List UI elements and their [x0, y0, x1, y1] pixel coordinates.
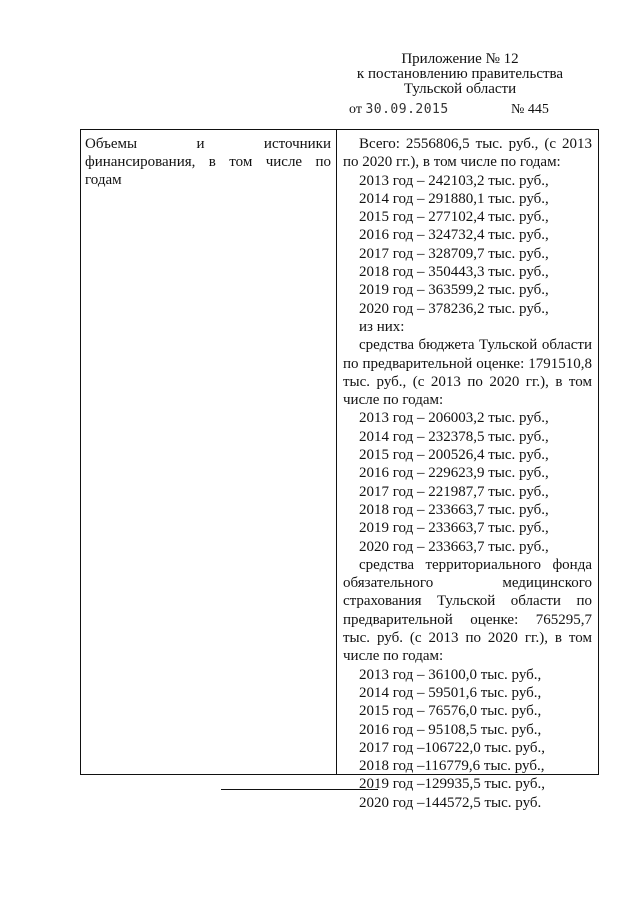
- total-year-2013: 2013 год – 242103,2 тыс. руб.,: [359, 172, 549, 189]
- total-year-2018: 2018 год – 350443,3 тыс. руб.,: [359, 264, 549, 281]
- budget-year-2019: 2019 год – 233663,7 тыс. руб.,: [359, 520, 549, 537]
- total-years-list: [343, 172, 592, 318]
- total-year-2019: 2019 год – 363599,2 тыс. руб.,: [359, 282, 549, 299]
- resolution-reference: к постановлению правительства: [356, 66, 564, 82]
- resolution-date: 30.09.2015: [365, 102, 449, 117]
- resolution-number: № 445: [511, 102, 549, 117]
- fund-year-2018: 2018 год –116779,6 тыс. руб.,: [359, 758, 545, 775]
- regional-budget-years-list: [343, 409, 592, 555]
- date-number-line: [349, 102, 569, 118]
- insurance-fund-paragraph: средства территориального фонда обязательного медицинского страхования Тульской области по предварительной оценке: 765295,7 тыс. руб. (с 2013 по 2020 гг.), в том числе по годам:: [343, 556, 592, 665]
- insurance-fund-years-list: [343, 666, 592, 812]
- appendix-number: Приложение № 12: [401, 51, 519, 67]
- budget-year-2020: 2020 год – 233663,7 тыс. руб.,: [359, 538, 549, 555]
- total-year-2017: 2017 год – 328709,7 тыс. руб.,: [359, 245, 549, 262]
- closing-rule: [221, 789, 378, 790]
- budget-year-2017: 2017 год – 221987,7 тыс. руб.,: [359, 483, 549, 500]
- budget-year-2016: 2016 год – 229623,9 тыс. руб.,: [359, 465, 549, 482]
- total-year-2014: 2014 год – 291880,1 тыс. руб.,: [359, 190, 549, 207]
- from-label: от: [349, 102, 362, 117]
- fund-year-2015: 2015 год – 76576,0 тыс. руб.,: [359, 703, 542, 720]
- budget-year-2018: 2018 год – 233663,7 тыс. руб.,: [359, 501, 549, 518]
- of-them-label: из них:: [359, 318, 405, 335]
- total-year-2015: 2015 год – 277102,4 тыс. руб.,: [359, 209, 549, 226]
- left-label-cell: Объемы и источники финансирования, в том числе по годам: [85, 136, 331, 188]
- fund-year-2019: 2019 год –129935,5 тыс. руб.,: [359, 776, 546, 793]
- total-year-2020: 2020 год – 378236,2 тыс. руб.,: [359, 300, 549, 317]
- budget-year-2015: 2015 год – 200526,4 тыс. руб.,: [359, 447, 549, 464]
- total-year-2016: 2016 год – 324732,4 тыс. руб.,: [359, 227, 549, 244]
- regional-budget-paragraph: средства бюджета Тульской области по предварительной оценке: 1791510,8 тыс. руб., (с 2013 по 2020 гг.), в том числе по годам:: [343, 337, 592, 409]
- fund-year-2020: 2020 год –144572,5 тыс. руб.: [359, 794, 542, 811]
- fund-year-2013: 2013 год – 36100,0 тыс. руб.,: [359, 666, 542, 683]
- appendix-header: [340, 52, 580, 97]
- right-content-cell: [343, 135, 592, 812]
- fund-year-2014: 2014 год – 59501,6 тыс. руб.,: [359, 684, 542, 701]
- column-divider: [336, 130, 337, 774]
- budget-year-2013: 2013 год – 206003,2 тыс. руб.,: [359, 410, 549, 427]
- total-paragraph: Всего: 2556806,5 тыс. руб., (с 2013 по 2020 гг.), в том числе по годам:: [343, 136, 592, 171]
- budget-year-2014: 2014 год – 232378,5 тыс. руб.,: [359, 428, 549, 445]
- fund-year-2016: 2016 год – 95108,5 тыс. руб.,: [359, 721, 542, 738]
- region-name: Тульской области: [403, 81, 517, 97]
- financing-table: [80, 129, 599, 811]
- fund-year-2017: 2017 год –106722,0 тыс. руб.,: [359, 739, 546, 756]
